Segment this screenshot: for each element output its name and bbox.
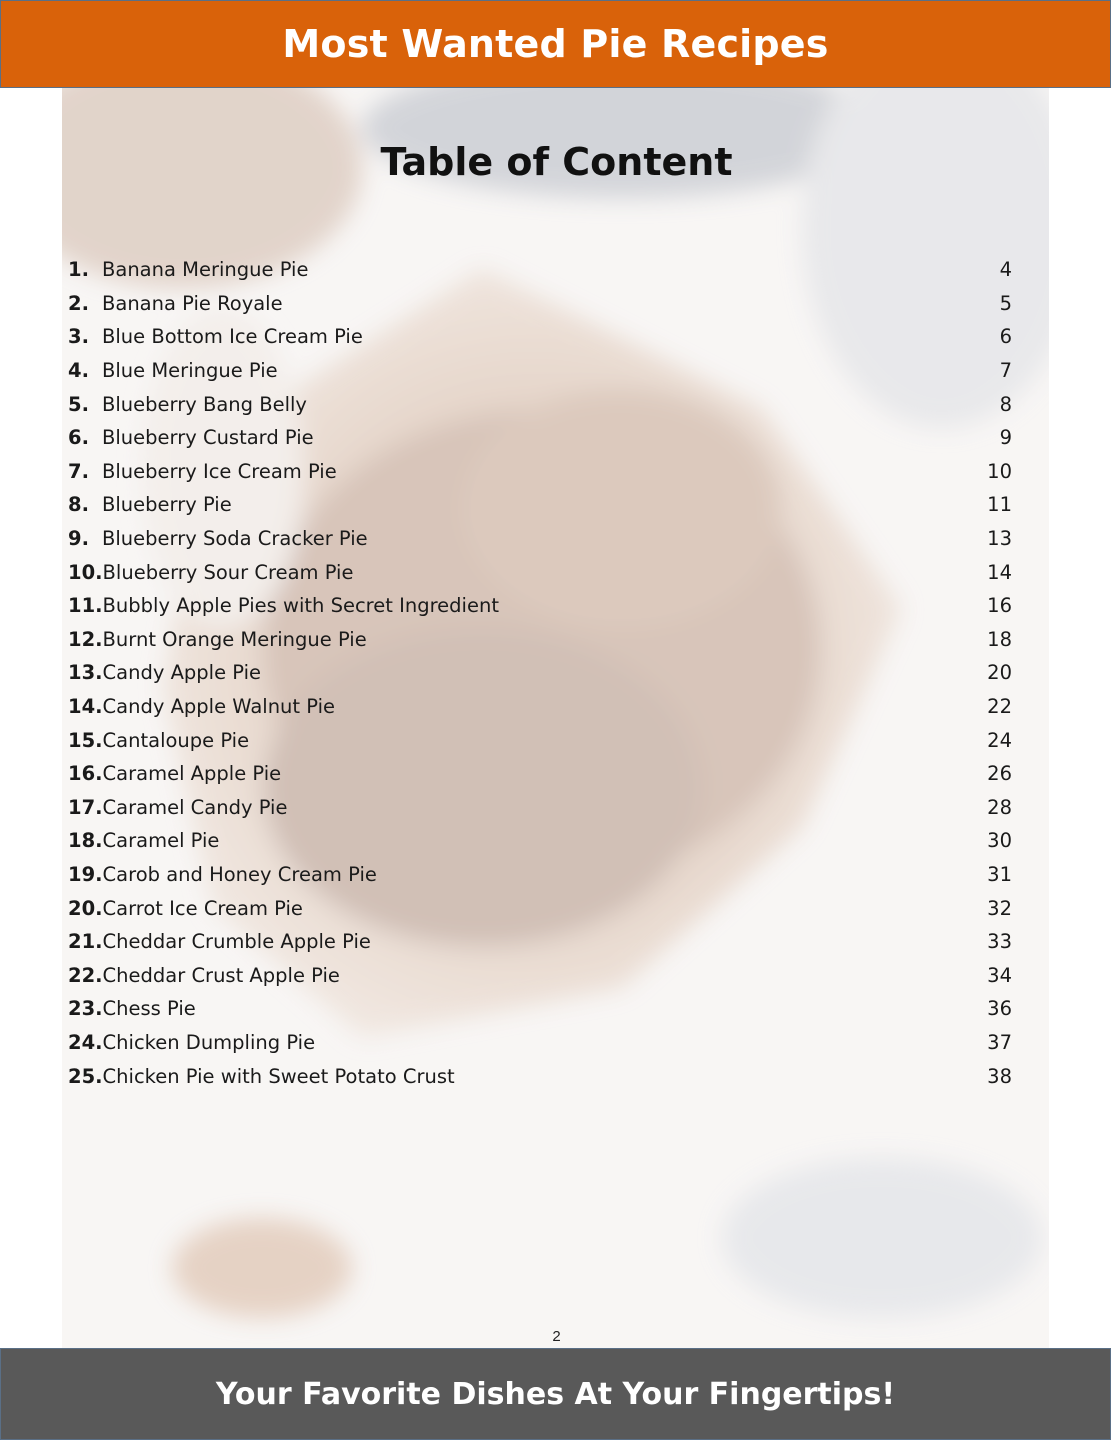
toc-entry-page: 5 bbox=[999, 291, 1012, 315]
toc-entry-number: 23. bbox=[68, 997, 103, 1021]
toc-entry-number: 6. bbox=[68, 426, 89, 450]
header-title: Most Wanted Pie Recipes bbox=[282, 22, 829, 66]
toc-entry[interactable] bbox=[68, 958, 1012, 992]
toc-entry-number: 13. bbox=[68, 661, 103, 685]
toc-entry[interactable] bbox=[68, 791, 1012, 825]
toc-entry-number: 10. bbox=[68, 560, 103, 584]
toc-entry-title: Caramel Candy Pie bbox=[102, 795, 288, 819]
toc-entry[interactable] bbox=[68, 690, 1012, 724]
toc-entry[interactable] bbox=[68, 455, 1012, 489]
toc-entry-page: 28 bbox=[987, 795, 1012, 819]
toc-entry[interactable] bbox=[68, 1059, 1012, 1093]
toc-entry-title: Blue Meringue Pie bbox=[102, 359, 278, 383]
toc-entry[interactable] bbox=[68, 623, 1012, 657]
toc-entry[interactable] bbox=[68, 253, 1012, 287]
toc-entry-title: Caramel Pie bbox=[102, 829, 220, 853]
toc-entry[interactable] bbox=[68, 824, 1012, 858]
toc-entry-number: 16. bbox=[68, 762, 103, 786]
footer-banner bbox=[0, 1348, 1111, 1440]
toc-entry-page: 36 bbox=[987, 997, 1012, 1021]
toc-entry-title: Cheddar Crust Apple Pie bbox=[102, 963, 340, 987]
toc-entry-number: 8. bbox=[68, 493, 89, 517]
toc-entry-number: 1. bbox=[68, 258, 89, 282]
toc-entry-number: 2. bbox=[68, 291, 89, 315]
toc-entry-title: Chicken Pie with Sweet Potato Crust bbox=[102, 1064, 455, 1088]
toc-entry[interactable] bbox=[68, 1026, 1012, 1060]
toc-entry[interactable] bbox=[68, 656, 1012, 690]
toc-entry-number: 11. bbox=[68, 594, 103, 618]
toc-entry-number: 4. bbox=[68, 359, 89, 383]
toc-entry[interactable] bbox=[68, 723, 1012, 757]
toc-entry-page: 13 bbox=[987, 527, 1012, 551]
toc-entry-page: 26 bbox=[987, 762, 1012, 786]
toc-entry-title: Chicken Dumpling Pie bbox=[102, 1030, 316, 1054]
toc-entry-number: 9. bbox=[68, 527, 89, 551]
toc-entry-title: Bubbly Apple Pies with Secret Ingredient bbox=[102, 594, 499, 618]
toc-entry-title: Blueberry Sour Cream Pie bbox=[102, 560, 354, 584]
toc-entry-title: Chess Pie bbox=[102, 997, 196, 1021]
toc-entry-page: 14 bbox=[987, 560, 1012, 584]
toc-entry-page: 11 bbox=[987, 493, 1012, 517]
toc-entry-page: 37 bbox=[987, 1030, 1012, 1054]
toc-entry-number: 25. bbox=[68, 1064, 103, 1088]
toc-entry-title: Blueberry Custard Pie bbox=[102, 426, 314, 450]
toc-entry-title: Candy Apple Pie bbox=[102, 661, 262, 685]
toc-entry-page: 22 bbox=[987, 695, 1012, 719]
toc-entry-title: Blueberry Soda Cracker Pie bbox=[102, 527, 368, 551]
toc-entry-page: 18 bbox=[987, 627, 1012, 651]
toc-entry-title: Caramel Apple Pie bbox=[102, 762, 282, 786]
toc-entry-title: Carrot Ice Cream Pie bbox=[102, 896, 303, 920]
toc-entry-number: 20. bbox=[68, 896, 103, 920]
toc-entry-title: Blueberry Bang Belly bbox=[102, 392, 307, 416]
toc-entry-page: 20 bbox=[987, 661, 1012, 685]
toc-entry-page: 32 bbox=[987, 896, 1012, 920]
toc-entry-number: 19. bbox=[68, 862, 103, 886]
toc-entry[interactable] bbox=[68, 555, 1012, 589]
toc-entry-number: 22. bbox=[68, 963, 103, 987]
toc-entry-number: 14. bbox=[68, 695, 103, 719]
toc-entry[interactable] bbox=[68, 387, 1012, 421]
toc-title: Table of Content bbox=[380, 140, 733, 184]
toc-entry[interactable] bbox=[68, 858, 1012, 892]
toc-entry[interactable] bbox=[68, 320, 1012, 354]
toc-entry-title: Candy Apple Walnut Pie bbox=[102, 695, 336, 719]
toc-list bbox=[68, 253, 1012, 1093]
toc-entry-title: Banana Pie Royale bbox=[102, 291, 283, 315]
toc-entry-title: Blueberry Ice Cream Pie bbox=[102, 459, 337, 483]
toc-entry-title: Burnt Orange Meringue Pie bbox=[102, 627, 367, 651]
toc-entry-title: Carob and Honey Cream Pie bbox=[102, 862, 377, 886]
toc-entry[interactable] bbox=[68, 488, 1012, 522]
toc-entry-title: Blue Bottom Ice Cream Pie bbox=[102, 325, 363, 349]
toc-entry-page: 30 bbox=[987, 829, 1012, 853]
toc-entry-page: 8 bbox=[999, 392, 1012, 416]
toc-entry-number: 24. bbox=[68, 1030, 103, 1054]
toc-entry-title: Cheddar Crumble Apple Pie bbox=[102, 930, 371, 954]
toc-entry-page: 10 bbox=[987, 459, 1012, 483]
toc-entry-page: 24 bbox=[987, 728, 1012, 752]
toc-entry-page: 38 bbox=[987, 1064, 1012, 1088]
toc-entry-title: Cantaloupe Pie bbox=[102, 728, 250, 752]
toc-entry[interactable] bbox=[68, 589, 1012, 623]
toc-entry-number: 18. bbox=[68, 829, 103, 853]
toc-entry[interactable] bbox=[68, 354, 1012, 388]
toc-entry-page: 31 bbox=[987, 862, 1012, 886]
toc-entry-number: 17. bbox=[68, 795, 103, 819]
header-banner bbox=[0, 0, 1111, 88]
toc-entry-page: 9 bbox=[999, 426, 1012, 450]
toc-entry-title: Banana Meringue Pie bbox=[102, 258, 309, 282]
toc-entry-page: 7 bbox=[999, 359, 1012, 383]
footer-tagline: Your Favorite Dishes At Your Fingertips! bbox=[215, 1376, 896, 1412]
toc-entry[interactable] bbox=[68, 522, 1012, 556]
toc-entry[interactable] bbox=[68, 925, 1012, 959]
toc-entry-page: 34 bbox=[987, 963, 1012, 987]
toc-entry-number: 21. bbox=[68, 930, 103, 954]
toc-entry-page: 16 bbox=[987, 594, 1012, 618]
toc-entry-page: 33 bbox=[987, 930, 1012, 954]
toc-entry[interactable] bbox=[68, 757, 1012, 791]
toc-entry-number: 7. bbox=[68, 459, 89, 483]
toc-entry-number: 5. bbox=[68, 392, 89, 416]
toc-entry-page: 6 bbox=[999, 325, 1012, 349]
toc-entry-title: Blueberry Pie bbox=[102, 493, 232, 517]
toc-entry[interactable] bbox=[68, 992, 1012, 1026]
toc-entry-number: 3. bbox=[68, 325, 89, 349]
toc-entry-page: 4 bbox=[999, 258, 1012, 282]
toc-entry[interactable] bbox=[68, 287, 1012, 321]
toc-entry-number: 15. bbox=[68, 728, 103, 752]
page-number: 2 bbox=[552, 1328, 561, 1345]
toc-entry[interactable] bbox=[68, 421, 1012, 455]
toc-entry-number: 12. bbox=[68, 627, 103, 651]
toc-entry[interactable] bbox=[68, 891, 1012, 925]
